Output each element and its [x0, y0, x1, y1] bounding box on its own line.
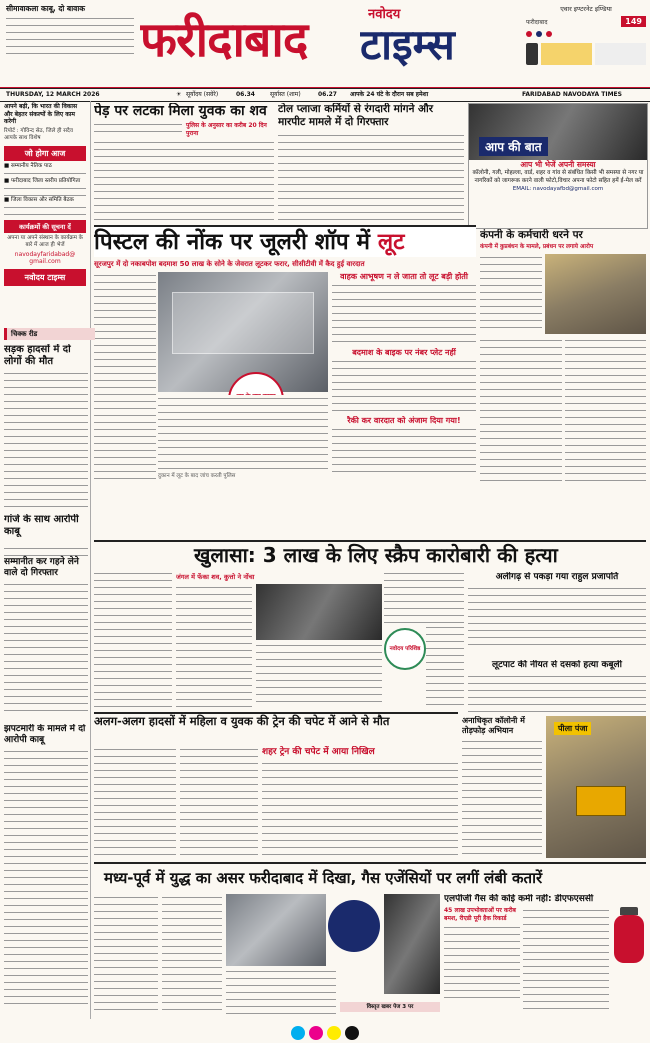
khulasa-photo — [256, 584, 382, 640]
lead-box2: बदमाश के बाइक पर नंबर प्लेट नहीं — [332, 348, 476, 414]
price-badge: 149 — [621, 16, 646, 27]
event-item: ■ जिला विकास और समिति बैठक — [4, 196, 74, 203]
khulasa-col1 — [94, 570, 172, 708]
lead-subhead: सूरजपुर में दो नकाबपोश बदमाश 50 लाख के सोने के जेवरात लूटकर फरार, सीसीटीवी में कैद हुई वारदात — [94, 260, 365, 268]
war-sticker — [328, 900, 380, 952]
khulasa-sub: जंगल में फेंका शव, कुत्तो ने नोंचा — [176, 573, 255, 581]
lead-body-left — [94, 272, 156, 480]
navodaya-badge: नवोदय परिशिष्ठ — [384, 628, 426, 670]
topleft-teaser: सीमावाकला काबू, दो बावाक — [6, 4, 134, 64]
war-col1 — [94, 894, 158, 1012]
war-headline: मध्य-पूर्व में युद्ध का असर फरीदाबाद में दिखा, गैस एजेंसियों पर लगीं लंबी कतारें — [94, 862, 646, 894]
email-header: कार्यक्रमों की सूचना दें — [4, 220, 86, 233]
lpg-story: एलपीजी गैस की कोई कमी नहीं: डीएफएससी 45 लाख उपभोक्ताओं पर करीब बमश, रीएडी पूरी हैक रिकार्ड — [444, 894, 646, 1014]
color-bar — [0, 1022, 650, 1043]
bulldozer-photo: पीला पंजा — [546, 716, 646, 858]
device-icon — [526, 43, 538, 65]
lead-body-mid: दुकान में लूट के बाद जांच करती पुलिस — [158, 395, 328, 480]
accident-col3 — [262, 760, 458, 858]
email-link[interactable]: gmail.com — [29, 257, 61, 265]
encroach-story: अनाधिकृत कॉलोनी में तोड़फोड़ अभियान — [462, 716, 542, 858]
aligarh-story: अलीगढ़ से पकड़ा गया राहुल प्रजापति — [468, 572, 646, 656]
event-item: ■ सम्मानीय नैतिक पाठ — [4, 162, 52, 169]
sunrise-icon: ☀ — [176, 91, 182, 98]
war-pageref: विस्तृत खबर पेज 3 पर — [340, 1002, 440, 1012]
war-col3 — [226, 968, 336, 1014]
khulasa-col2 — [176, 584, 252, 708]
chick-read: चिक्क रीड — [4, 328, 95, 340]
khulasa-col3 — [256, 642, 382, 708]
hoga-aaj-header: जो होगा आज — [4, 146, 86, 161]
email-link[interactable]: navodayfaridabad@ — [14, 250, 76, 258]
accident-sub: शहर ट्रेन की चपेट में आया निखिल — [262, 747, 375, 757]
info-strip: THURSDAY, 12 MARCH 2026 ☀ सूर्योदय (सवेरे) 06.34 सूर्यास्त (शाम) 06.27 आपके 24 घंटे के दौरान सब हमेशा FARIDABAD NAVODAYA TIMES — [0, 88, 650, 102]
war-col2 — [162, 894, 222, 1012]
lead-box3: रैकी कर वारदात को अंजाम दिया गया! — [332, 416, 476, 480]
accident-headline: अलग-अलग हादसों में महिला व युवक की ट्रेन की चपेट में आने से मौत — [94, 712, 458, 746]
aap-ki-baat-box: आप की बात आप भी भेजें अपनी समस्या कॉलोनी, गली, मोहल्ला, वार्ड, शहर व गांव से संबंधित किसी भी समस्या से नगर या नागरिकों को जागरूक करने वाली फोटो,विचार अपना फोटो सहित हमें ई-मेल करें EMAIL: navodayafbd@gmail.com — [468, 103, 648, 229]
top-mid-story: टोल प्लाजा कर्मियों से रंगदारी मांगने और मारपीट मामले में दो गिरफ्तार — [278, 103, 464, 223]
top-left-story: पेड़ पर लटका मिला युवक का शव पुलिस के अनुसार का करीब 20 दिन पुराना — [94, 103, 274, 223]
khulasa-col4b — [426, 624, 464, 708]
lead-box1: वाहक आभूषण न ले जाता तो लूट बड़ी होती — [332, 272, 476, 346]
accident-col1 — [94, 746, 176, 858]
story-ganja: गांजे के साथ आरोपी काबू — [4, 514, 79, 537]
story-snatching: झपटमारी के मामले में दो आरोपी काबू — [4, 724, 88, 1014]
story-road-accident: सड़क हादसों में दो लोगों की मौत — [4, 344, 88, 512]
war-photo2 — [384, 894, 440, 994]
khulasa-headline: खुलासा: 3 लाख के लिए स्क्रैप कारोबारी की हत्या — [94, 540, 646, 570]
protest-photo — [545, 254, 646, 334]
crowd-image: आप की बात — [469, 104, 647, 160]
left-col-banner: नवोदय टाइम्स — [4, 269, 86, 286]
masthead-name-top: नवोदय — [368, 7, 401, 20]
email-link[interactable]: EMAIL: navodayafbd@gmail.com — [512, 186, 604, 192]
gas-cylinder-icon — [612, 907, 646, 967]
story-jewels: सम्मानीत कर गहने लेने वाले दो गिरफ्तार — [4, 545, 88, 715]
masthead-right-box: एवार इण्टरनेट इण्डिया फरीदाबाद 149 — [526, 4, 646, 78]
accident-col2 — [180, 746, 258, 858]
lead-headline: पिस्टल की नोंक पर जूलरी शॉप में लूट — [94, 225, 476, 257]
war-photo — [226, 894, 326, 966]
event-item: ■ फरीदाबाद जिला स्तरीय प्रतियोगिता — [4, 177, 81, 184]
masthead-name-right: टाइम्स — [360, 20, 455, 69]
left-column: आपने बढ़ी, कि भारत की विकास और बेहतर संकल्पों के लिए काम करेगी रिपोर्ट : गोविन्द सेठ, जिले ही सदैव आपके साथ विशेष जो होगा आज ■ सम्मानीय नैतिक पाठ ■ फरीदाबाद जिला स्तरीय प्रतियोगिता ■ जिला विकास और समिति बैठक कार्यक्रमों की सूचना दें अपना या अपने संस्थान के कार्यक्रम के बारे में आज ही भेजें navodayfaridabad@ gmail.com नवोदय टाइम्स — [0, 101, 90, 325]
masthead — [0, 0, 650, 88]
lootpat-story: लूटपाट की नीयत से दसको हत्या कबूली — [468, 660, 646, 714]
kampani-story: कंपनी के कर्मचारी धरने पर कंपनी में कुप्रबंधन के मामले, प्रबंधन पर लगाये आरोप — [480, 229, 646, 491]
masthead-name-left: फरीदाबाद — [140, 12, 308, 68]
